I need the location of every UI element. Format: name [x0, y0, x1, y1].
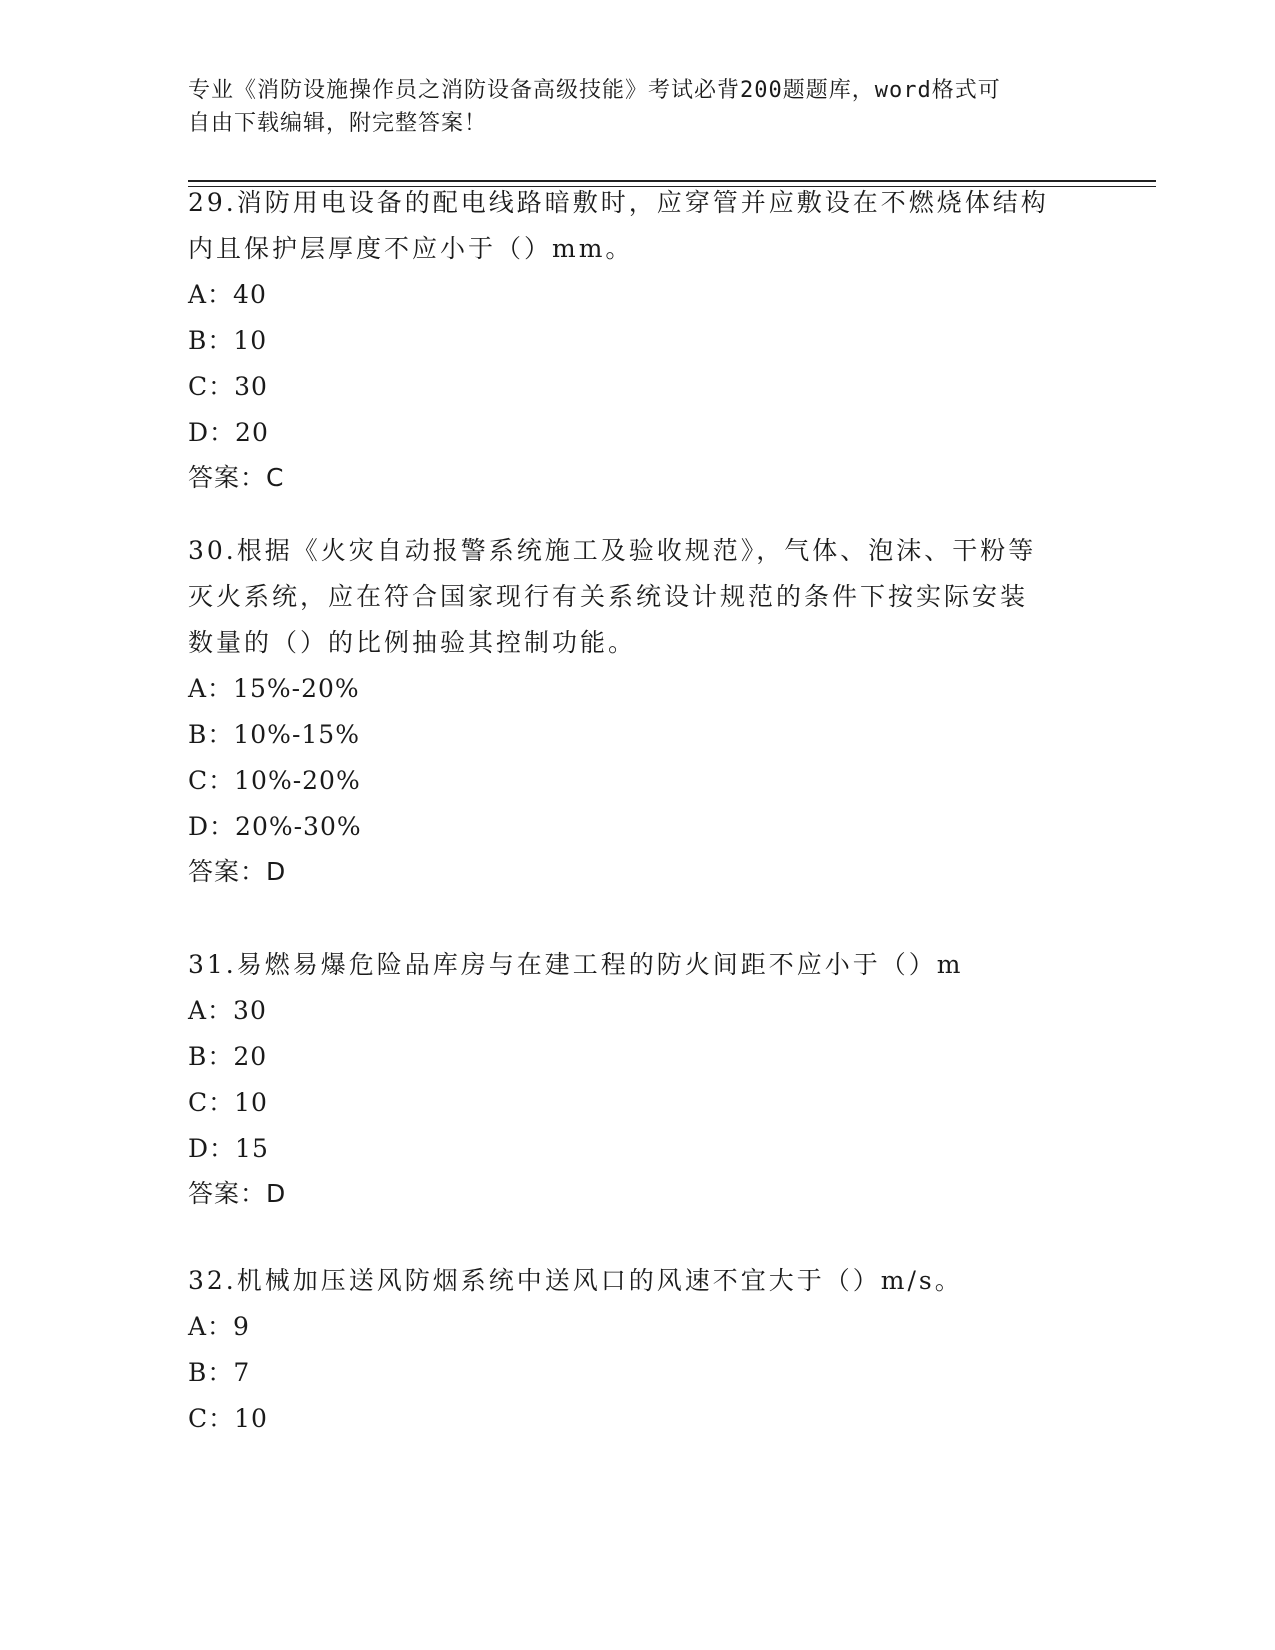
- question-31: [188, 942, 1088, 1216]
- question-stem: [188, 942, 1088, 988]
- question-32: [188, 1258, 1088, 1442]
- document-header: [188, 74, 1068, 140]
- answer-line: 答案：D: [188, 857, 287, 886]
- option-c: C：10%-20%: [188, 766, 361, 795]
- stem-line: 32.机械加压送风防烟系统中送风口的风速不宜大于（）m/s。: [188, 1266, 963, 1295]
- question-29: [188, 180, 1088, 500]
- option-c: C：10: [188, 1088, 268, 1117]
- option-b: B：10: [188, 326, 268, 355]
- option-b: B：7: [188, 1358, 251, 1387]
- stem-line: 30.根据《火灾自动报警系统施工及验收规范》，气体、泡沫、干粉等: [188, 536, 1037, 565]
- answer-line: 答案：C: [188, 463, 285, 492]
- option-a: A：40: [188, 280, 267, 309]
- option-a: A：30: [188, 996, 267, 1025]
- question-stem: [188, 1258, 1088, 1304]
- option-b: B：10%-15%: [188, 720, 360, 749]
- question-stem: [188, 180, 1088, 272]
- answer-line: 答案：D: [188, 1179, 287, 1208]
- option-d: D：20: [188, 418, 269, 447]
- option-a: A：15%-20%: [188, 674, 360, 703]
- option-a: A：9: [188, 1312, 250, 1341]
- question-30: [188, 528, 1088, 894]
- question-stem: [188, 528, 1088, 666]
- option-d: D：15: [188, 1134, 269, 1163]
- option-c: C：30: [188, 372, 268, 401]
- header-line-2: 自由下载编辑，附完整答案！: [188, 111, 488, 136]
- stem-line: 29.消防用电设备的配电线路暗敷时，应穿管并应敷设在不燃烧体结构: [188, 188, 1049, 217]
- stem-line: 数量的（）的比例抽验其控制功能。: [188, 628, 637, 657]
- stem-line: 内且保护层厚度不应小于（）mm。: [188, 234, 634, 263]
- option-c: C：10: [188, 1404, 268, 1433]
- option-d: D：20%-30%: [188, 812, 362, 841]
- stem-line: 灭火系统，应在符合国家现行有关系统设计规范的条件下按实际安装: [188, 582, 1029, 611]
- option-b: B：20: [188, 1042, 268, 1071]
- stem-line: 31.易燃易爆危险品库房与在建工程的防火间距不应小于（）m: [188, 950, 964, 979]
- header-line-1: 专业《消防设施操作员之消防设备高级技能》考试必背200题题库，word格式可: [188, 78, 1001, 103]
